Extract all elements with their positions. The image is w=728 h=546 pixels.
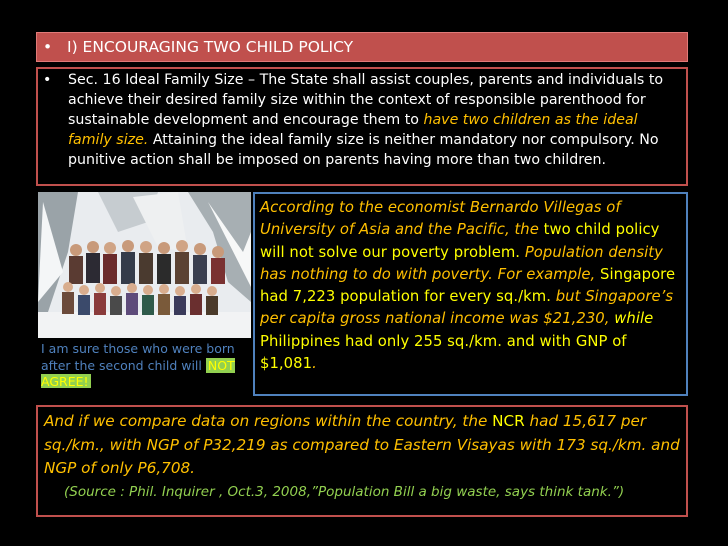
slide-title-bar bbox=[36, 32, 688, 62]
economist-highlight-2: Singapore had 7,223 population for every sq./km. bbox=[260, 265, 676, 306]
policy-text-part1: Sec. 16 Ideal Family Size – The State shall assist couples, parents and individuals to achieve their desired family size within the context of responsible parenthood for sustainable development and encourage them to bbox=[68, 72, 664, 128]
economist-text-1: According to the economist Bernardo Villegas of University of Asia and the Pacific, the bbox=[260, 199, 621, 239]
region-text-2: had 15,617 per sq./km., with NGP of P32,219 as compared to Eastern Visayas with 173 sq./km. and NGP of only P6,708. bbox=[44, 412, 680, 477]
economist-highlight-4: Philippines had only 255 sq./km. and with GNP of $1,081 bbox=[260, 332, 627, 373]
slide-title: I) ENCOURAGING TWO CHILD POLICY bbox=[67, 38, 354, 56]
region-comparison-box bbox=[36, 405, 688, 517]
policy-text-part2: Attaining the ideal family size is neither mandatory nor compulsory. No punitive action shall be imposed on parents having more than two children. bbox=[68, 132, 659, 168]
economist-text-2: Population density has nothing to do with poverty. For example, bbox=[260, 243, 663, 283]
policy-bullet: • bbox=[43, 72, 52, 88]
economist-quote-box bbox=[253, 192, 688, 396]
photo-caption-text: I am sure those who were born after the second child will bbox=[41, 341, 235, 373]
photo-caption-highlight: NOT AGREE! bbox=[41, 357, 235, 388]
economist-highlight-1: two child policy will not solve our poverty problem. bbox=[260, 221, 660, 261]
photo-caption bbox=[38, 338, 251, 388]
policy-text bbox=[68, 70, 678, 184]
economist-text-5: . bbox=[312, 355, 317, 373]
region-highlight-ncr: NCR bbox=[492, 412, 525, 430]
policy-emphasis: have two children as the ideal family size. bbox=[68, 112, 638, 148]
region-text-1: And if we compare data on regions within the country, the bbox=[44, 412, 493, 430]
family-photo bbox=[38, 192, 251, 388]
policy-section-box bbox=[36, 67, 688, 186]
economist-highlight-3: while bbox=[614, 310, 654, 328]
economist-text-3: but Singapore’s per capita gross national income was $21,230, bbox=[260, 288, 674, 328]
title-bullet: • bbox=[43, 38, 53, 56]
source-citation: (Source : Phil. Inquirer , Oct.3, 2008,”Population Bill a big waste, says think tank.”) bbox=[64, 483, 625, 500]
